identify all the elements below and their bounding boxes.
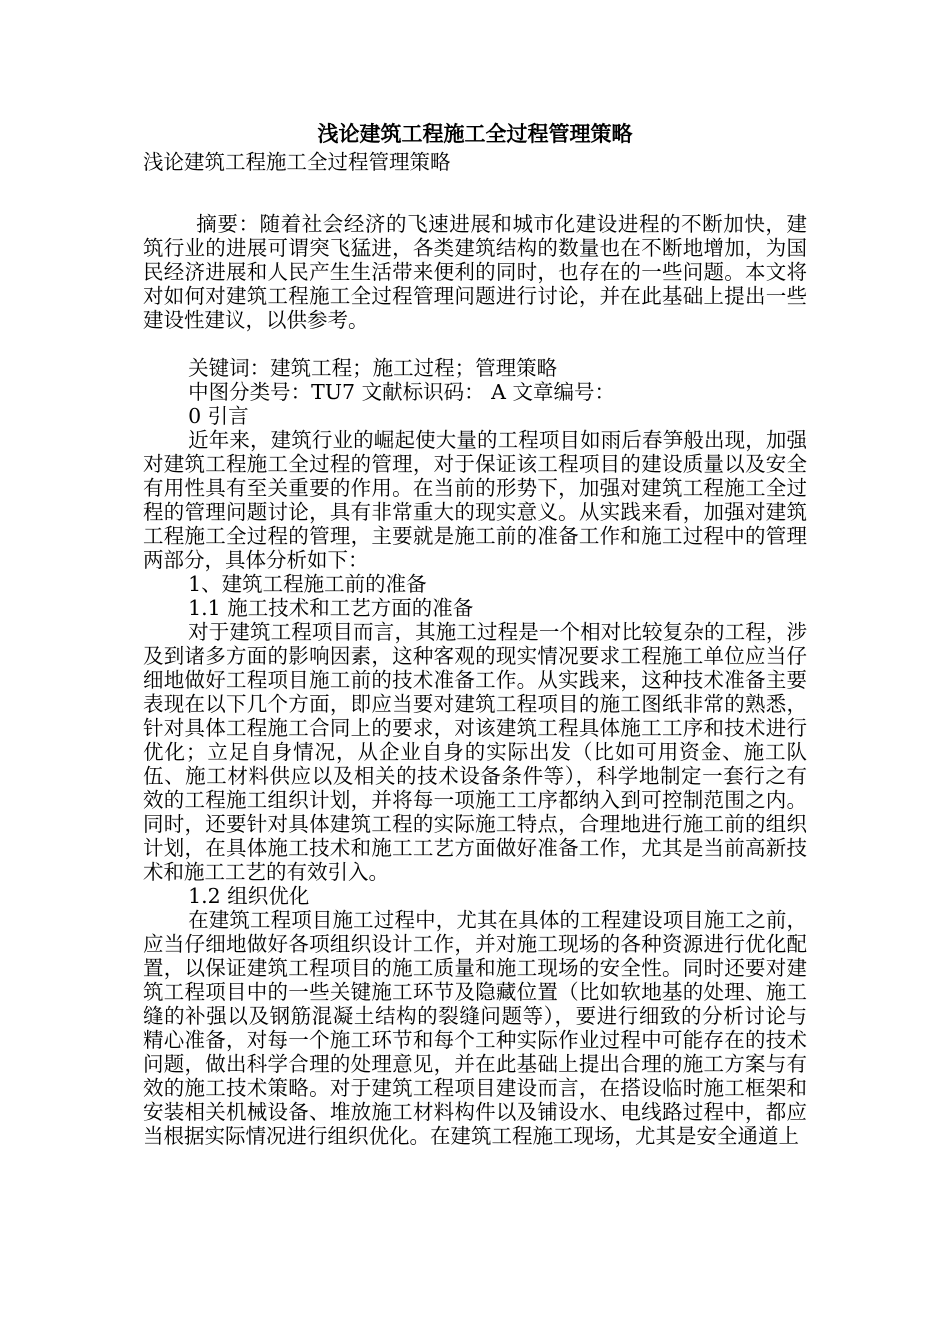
section-1-1-paragraph: 对于建筑工程项目而言，其施工过程是一个相对比较复杂的工程，涉及到诸多方面的影响因素，这种客观的现实情况要求工程施工单位应当仔细地做好工程项目施工前的技术准备工作。从实践来，这种技术准备主要表现在以下几个方面，即应当要对建筑工程项目的施工图纸非常的熟悉，针对具体工程施工合同上的要求，对该建筑工程具体施工工序和技术进行优化；立足自身情况，从企业自身的实际出发（比如可用资金、施工队伍、施工材料供应以及相关的技术设备条件等），科学地制定一套行之有效的工程施工组织计划，并将每一项施工工序都纳入到可控制范围之内。同时，还要针对具体建筑工程的实际施工特点，合理地进行施工前的组织计划，在具体施工技术和施工工艺方面做好准备工作，尤其是当前高新技术和施工工艺的有效引入。	[143, 620, 807, 884]
section-1-2-paragraph: 在建筑工程项目施工过程中，尤其在具体的工程建设项目施工之前，应当仔细地做好各项组织设计工作，并对施工现场的各种资源进行优化配置，以保证建筑工程项目的施工质量和施工现场的安全性。同时还要对建筑工程项目中的一些关键施工环节及隐藏位置（比如软地基的处理、施工缝的补强以及钢筋混凝土结构的裂缝问题等），要进行细致的分析讨论与精心准备，对每一个施工环节和每个工种实际作业过程中可能存在的技术问题，做出科学合理的处理意见，并在此基础上提出合理的施工方案与有效的施工技术策略。对于建筑工程项目建设而言，在搭设临时施工框架和安装相关机械设备、堆放施工材料构件以及铺设水、电线路过程中，都应当根据实际情况进行组织优化。在建筑工程施工现场，尤其是安全通道上	[143, 908, 807, 1148]
section-1-1-heading: 1.1 施工技术和工艺方面的准备	[188, 596, 474, 620]
classification-line: 中图分类号：TU7 文献标识码： A 文章编号：	[188, 380, 615, 404]
abstract-paragraph: 摘要：随着社会经济的飞速进展和城市化建设进程的不断加快，建筑行业的进展可谓突飞猛进，各类建筑结构的数量也在不断地增加，为国民经济进展和人民产生生活带来便利的同时，也存在的一些问题。本文将对如何对建筑工程施工全过程管理问题进行讨论，并在此基础上提出一些建设性建议，以供参考。	[143, 212, 807, 332]
keywords-line: 关键词：建筑工程；施工过程；管理策略	[188, 356, 558, 380]
section-1-heading: 1、建筑工程施工前的准备	[188, 572, 427, 596]
document-subtitle: 浅论建筑工程施工全过程管理策略	[143, 150, 451, 174]
section-0-heading: 0 引言	[188, 404, 249, 428]
document-page	[143, 120, 807, 1148]
document-title: 浅论建筑工程施工全过程管理策略	[317, 121, 633, 146]
section-1-2-heading: 1.2 组织优化	[188, 884, 310, 908]
intro-paragraph: 近年来，建筑行业的崛起使大量的工程项目如雨后春笋般出现，加强对建筑工程施工全过程的管理，对于保证该工程项目的建设质量以及安全有用性具有至关重要的作用。在当前的形势下，加强对建筑工程施工全过程的管理问题讨论，具有非常重大的现实意义。从实践来看，加强对建筑工程施工全过程的管理，主要就是施工前的准备工作和施工过程中的管理两部分，具体分析如下：	[143, 428, 807, 572]
